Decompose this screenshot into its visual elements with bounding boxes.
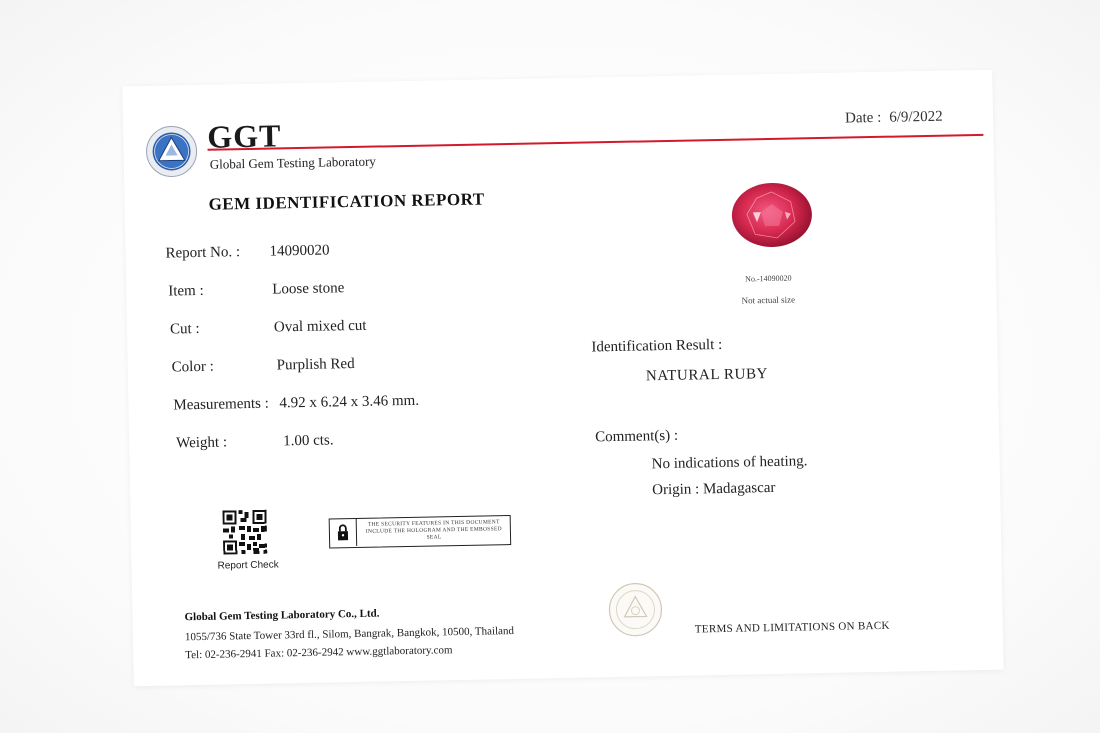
lab-name: Global Gem Testing Laboratory <box>209 153 376 172</box>
field-label-measurements: Measurements : <box>173 395 269 414</box>
field-value-color: Purplish Red <box>276 355 355 374</box>
field-value-weight: 1.00 cts. <box>283 432 334 450</box>
identification-result-label: Identification Result : <box>591 336 723 356</box>
field-label-item: Item : <box>168 282 204 300</box>
lock-icon-box <box>330 519 358 547</box>
report-date <box>845 109 951 128</box>
report-title: GEM IDENTIFICATION REPORT <box>208 189 485 214</box>
company-name: Global Gem Testing Laboratory Co., Ltd. <box>184 607 380 624</box>
field-value-measurements: 4.92 x 6.24 x 3.46 mm. <box>279 392 420 412</box>
date-value: 6/9/2022 <box>889 108 943 126</box>
gem-photo-number: No.-14090020 <box>745 273 792 284</box>
field-value-cut: Oval mixed cut <box>273 317 367 336</box>
field-value-item: Loose stone <box>272 280 345 298</box>
gem-photo-note: Not actual size <box>741 294 796 306</box>
ggt-seal-logo <box>145 125 198 178</box>
field-value-report-no: 14090020 <box>269 242 330 260</box>
embossed-seal-icon <box>607 581 664 638</box>
field-label-report-no: Report No. : <box>165 244 241 262</box>
lock-icon <box>330 519 357 546</box>
brand-name: GGT <box>206 117 282 155</box>
security-text: THE SECURITY FEATURES IN THIS DOCUMENT INCLUDE THE HOLOGRAM AND THE EMBOSSED SEAL <box>365 519 502 541</box>
security-notice <box>329 515 512 548</box>
company-address: 1055/736 State Tower 33rd fl., Silom, Bangrak, Bangkok, 10500, Thailand <box>184 624 515 644</box>
terms-notice: TERMS AND LIMITATIONS ON BACK <box>694 619 890 636</box>
comment-heating: No indications of heating. <box>651 453 808 473</box>
comment-origin: Origin : Madagascar <box>652 479 776 499</box>
report-card <box>122 70 1003 687</box>
comments-label: Comment(s) : <box>594 427 679 446</box>
identification-result-value: NATURAL RUBY <box>645 366 769 385</box>
gemstone-photo <box>730 181 813 249</box>
field-label-cut: Cut : <box>169 320 200 338</box>
qr-caption: Report Check <box>217 559 279 572</box>
header-rule <box>208 134 984 151</box>
field-label-weight: Weight : <box>176 434 228 452</box>
qr-code-icon[interactable] <box>222 510 267 555</box>
company-contact: Tel: 02-236-2941 Fax: 02-236-2942 www.ggtlaboratory.com <box>185 644 453 662</box>
date-label: Date : <box>844 109 882 127</box>
field-label-color: Color : <box>171 358 214 376</box>
